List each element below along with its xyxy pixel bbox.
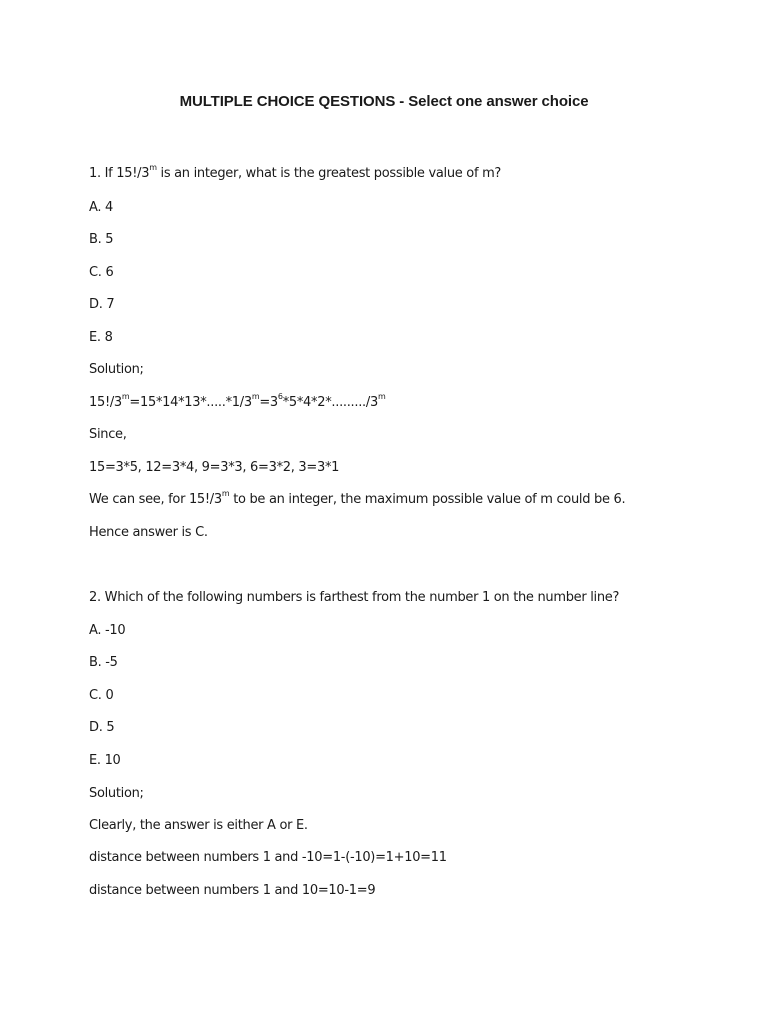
q2-option-d: D. 5 — [89, 720, 115, 735]
equation-exponent: m — [377, 391, 386, 401]
q2-solution-line-2: distance between numbers 1 and -10=1-(-10)=1+10=11 — [89, 850, 447, 865]
equation-exponent: m — [251, 391, 260, 401]
question-2-text: 2. Which of the following numbers is farthest from the number 1 on the number line? — [89, 590, 620, 605]
q1-option-e: E. 8 — [89, 330, 113, 345]
conclusion-exponent: m — [221, 488, 230, 498]
q2-option-b: B. -5 — [89, 655, 118, 670]
question-1-part: 1. If 15!/3 — [89, 166, 150, 181]
document-title: MULTIPLE CHOICE QESTIONS - Select one answer choice — [179, 93, 589, 110]
q2-solution-line-3: distance between numbers 1 and 10=10-1=9 — [89, 883, 376, 898]
q2-option-e: E. 10 — [89, 753, 121, 768]
q1-conclusion — [89, 488, 626, 507]
q1-factors: 15=3*5, 12=3*4, 9=3*3, 6=3*2, 3=3*1 — [89, 460, 340, 475]
equation-part: *5*4*2*........./3 — [282, 395, 378, 410]
q1-option-a: A. 4 — [89, 200, 114, 215]
q2-solution-line-1: Clearly, the answer is either A or E. — [89, 818, 308, 833]
equation-exponent: 6 — [277, 391, 283, 401]
q2-solution-label: Solution; — [89, 786, 144, 801]
q1-option-b: B. 5 — [89, 232, 114, 247]
question-1-exponent: m — [149, 162, 157, 172]
equation-part: =3 — [259, 395, 278, 410]
q2-option-c: C. 0 — [89, 688, 114, 703]
question-1-text — [89, 162, 502, 181]
q1-option-d: D. 7 — [89, 297, 115, 312]
q1-option-c: C. 6 — [89, 265, 114, 280]
equation-exponent: m — [121, 391, 130, 401]
q1-since: Since, — [89, 427, 127, 442]
q1-answer: Hence answer is C. — [89, 525, 208, 540]
q1-equation — [89, 391, 386, 410]
conclusion-part: We can see, for 15!/3 — [89, 492, 222, 507]
q1-solution-label: Solution; — [89, 362, 144, 377]
question-1-part: is an integer, what is the greatest possible value of m? — [156, 166, 502, 181]
equation-part: =15*14*13*.....*1/3 — [129, 395, 252, 410]
q2-option-a: A. -10 — [89, 623, 126, 638]
conclusion-part: to be an integer, the maximum possible value of m could be 6. — [229, 492, 626, 507]
equation-part: 15!/3 — [89, 395, 122, 410]
